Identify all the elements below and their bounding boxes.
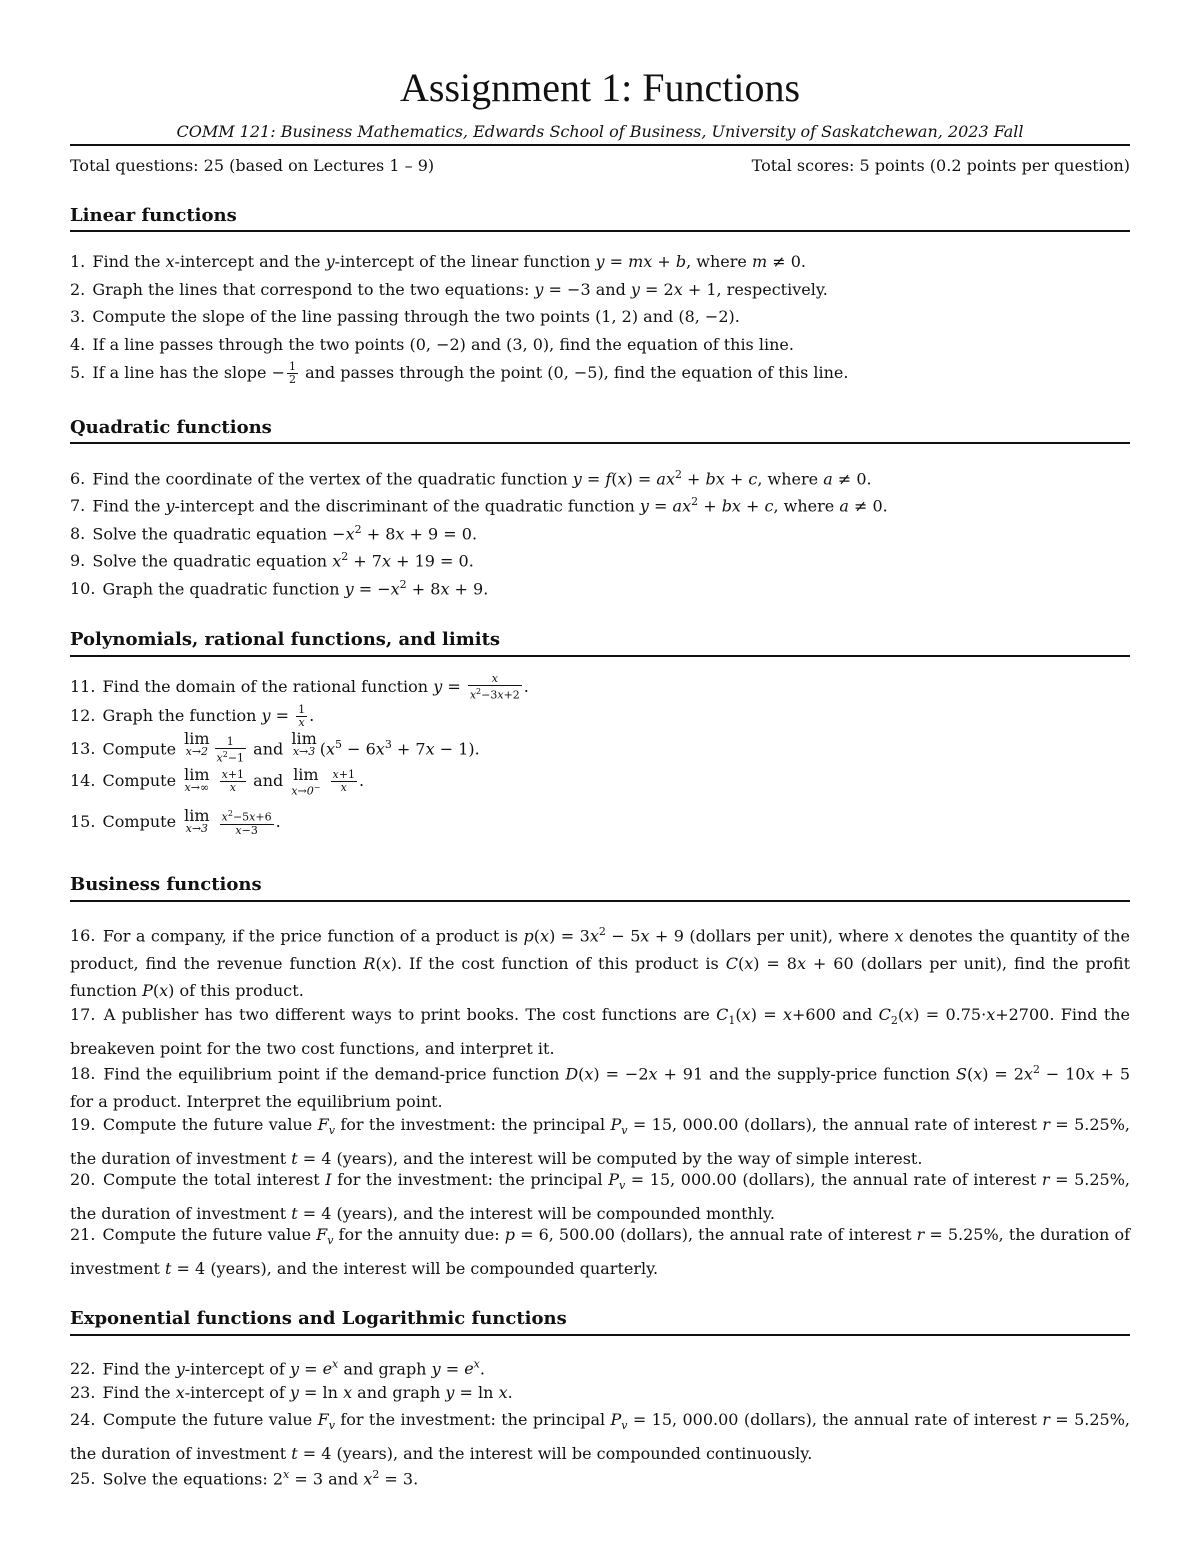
- total-questions: Total questions: 25 (based on Lectures 1 – 9): [70, 156, 435, 175]
- question-23: 23. Find the x-intercept of y = ln x and graph y = ln x.: [70, 1383, 513, 1402]
- question-10: 10. Graph the quadratic function $y = -x^2 + 8x + 9$.: [70, 578, 489, 599]
- question-9: 9. Solve the quadratic equation $x^2 + 7x + 19 = 0$.: [70, 550, 474, 571]
- question-15: 15. Compute lim x→3 $\frac{x^2-5x+6}{x-3}$ .: [70, 806, 281, 837]
- question-18: 18. Find the equilibrium point if the demand-price function D(x) = −2x + 91 and the supply-price function $S(x) = 2x^2 - 10x + 5$ for a product. Interpret the equilibrium point.: [70, 1063, 1131, 1111]
- section-title-exponential: Exponential functions and Logarithmic functions: [70, 1308, 567, 1329]
- question-21: 21. Compute the future value $F_v$ for the annuity due: p = 6, 500.00 (dollars), the annual rate of interest r = 5.25%, the duration of investment t = 4 (years), and the interest will be compounded quarterly.: [70, 1225, 1130, 1278]
- course-subtitle: COMM 121: Business Mathematics, Edwards School of Business, University of Saskatchewan, 2023 Fall: [176, 122, 1024, 141]
- section-rule: [70, 1334, 1130, 1336]
- question-7: 7. Find the y-intercept and the discriminant of the quadratic function $y = ax^2$ + bx + c, where a ≠ 0.: [70, 495, 888, 516]
- question-13: 13. Compute lim x→2 $\frac{1}{x^2-1}$ and lim x→3 $(x^5 - 6x^3 + 7x - 1)$.: [70, 729, 480, 765]
- question-20: 20. Compute the total interest I for the investment: the principal $P_v = 15$, 000.00 (dollars), the annual rate of interest r = 5.25%, the duration of investment t = 4 (years), and the interest will be compounded monthly.: [70, 1170, 1130, 1223]
- section-rule: [70, 442, 1130, 444]
- section-title-quadratic: Quadratic functions: [70, 417, 272, 438]
- question-19: 19. Compute the future value $F_v$ for the investment: the principal $P_v = 15$, 000.00 (dollars), the annual rate of interest r = 5.25%, the duration of investment t = 4 (years), and the interest will be computed by the way of simple interest.: [70, 1115, 1131, 1168]
- question-17: 17. A publisher has two different ways to print books. The cost functions are $C_1(x) = x+600$ and $C_2(x) = 0.75\cdot x+2700$. Find the breakeven point for the two cost functions, and interpret it.: [70, 1005, 1131, 1058]
- section-rule: [70, 900, 1130, 902]
- section-title-linear: Linear functions: [70, 205, 237, 226]
- question-5: 5. If a line has the slope − $\frac{1}{2}$ and passes through the point (0, −5), find the equation of this line.: [70, 360, 849, 386]
- question-1: 1. Find the x-intercept and the y-intercept of the linear function y = mx + b, where m ≠ 0.: [70, 252, 806, 271]
- total-scores: Total scores: 5 points (0.2 points per question): [751, 156, 1130, 175]
- question-12: 12. Graph the function y = $\frac{1}{x}$ .: [70, 703, 315, 729]
- question-24: 24. Compute the future value $F_v$ for the investment: the principal $P_v = 15$, 000.00 (dollars), the annual rate of interest r = 5.25%, the duration of investment t = 4 (years), and the interest will be compounded continuously.: [70, 1410, 1131, 1463]
- question-14: 14. Compute lim x→∞ $\frac{x+1}{x}$ and lim x→0− $\frac{x+1}{x}$ .: [70, 765, 365, 798]
- question-2: 2. Graph the lines that correspond to the two equations: y = −3 and y = 2x + 1, respectively.: [70, 280, 828, 299]
- question-6: 6. Find the coordinate of the vertex of the quadratic function $y = f(x) = ax^2$ + bx + c, where a ≠ 0.: [70, 468, 872, 489]
- section-rule: [70, 230, 1130, 232]
- question-16: 16. For a company, if the price function of a product is $p(x) = 3x^2 - 5x + 9$ (dollars per unit), where x denotes the quantity of the product, find the revenue function R(x). If the cost function of this product is C(x) = 8x + 60 (dollars per unit), find the profit function P(x) of this product.: [70, 925, 1131, 1001]
- question-8: 8. Solve the quadratic equation $-x^2 + 8x + 9 = 0$.: [70, 523, 478, 544]
- question-3: 3. Compute the slope of the line passing through the two points (1, 2) and (8, −2).: [70, 307, 740, 326]
- page-title: Assignment 1: Functions: [399, 65, 801, 110]
- header-rule: [70, 144, 1130, 146]
- section-title-business: Business functions: [70, 874, 262, 895]
- question-11: 11. Find the domain of the rational function y = $\frac{x}{x^2-3x+2}$ .: [70, 672, 529, 702]
- question-4: 4. If a line passes through the two points (0, −2) and (3, 0), find the equation of this line.: [70, 335, 794, 354]
- section-title-polynomials: Polynomials, rational functions, and limits: [70, 629, 501, 650]
- question-22: 22. Find the y-intercept of $y = e^x$ and graph $y = e^x$.: [70, 1358, 485, 1379]
- section-rule: [70, 655, 1130, 657]
- question-25: 25. Solve the equations: $2^x = 3$ and $x^2 = 3$.: [70, 1468, 419, 1489]
